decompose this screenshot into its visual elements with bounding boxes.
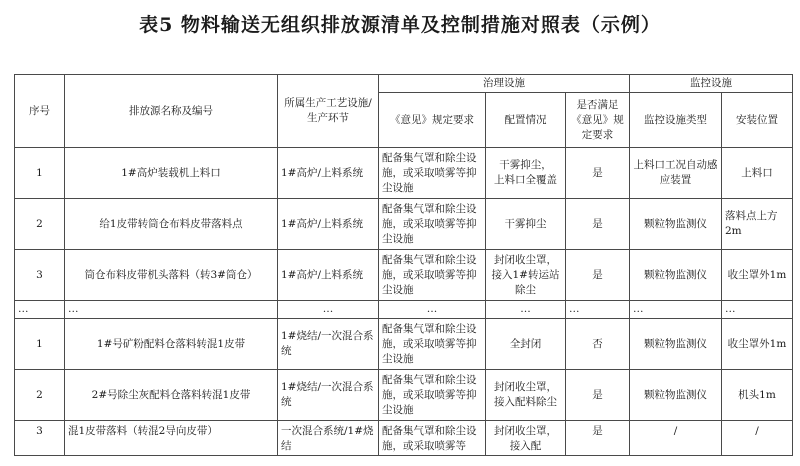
cell-requirement: 配备集气罩和除尘设施，或采取喷雾等抑尘设施: [379, 250, 486, 301]
cell-source: 给1皮带转筒仓布料皮带落料点: [65, 199, 278, 250]
header-treatment-group: 治理设施: [379, 75, 630, 93]
table-row: [15, 319, 793, 370]
cell-seq: 3: [15, 421, 65, 456]
header-satisfy: 是否满足《意见》规定要求: [566, 93, 630, 148]
cell-install-pos: 落料点上方2m: [722, 199, 793, 250]
cell-config: 全封闭: [486, 319, 566, 370]
cell-config: 封闭收尘罩，接入配: [486, 421, 566, 456]
emission-source-table: [14, 74, 793, 456]
cell-satisfy: 否: [566, 319, 630, 370]
cell-config: …: [486, 301, 566, 319]
cell-process: …: [278, 301, 379, 319]
header-install-pos: 安装位置: [722, 93, 793, 148]
cell-seq: 2: [15, 370, 65, 421]
table-row: [15, 250, 793, 301]
cell-monitor-type: 颗粒物监测仪: [630, 319, 722, 370]
cell-process: 1#高炉/上料系统: [278, 148, 379, 199]
cell-config: 封闭收尘罩，接入1#转运站除尘: [486, 250, 566, 301]
cell-requirement: 配备集气罩和除尘设施，或采取喷雾等抑尘设施: [379, 199, 486, 250]
cell-source: …: [65, 301, 278, 319]
cell-process: 1#烧结/一次混合系统: [278, 319, 379, 370]
table-title: 表5 物料输送无组织排放源清单及控制措施对照表（示例）: [139, 14, 661, 36]
cell-install-pos: …: [722, 301, 793, 319]
cell-monitor-type: 颗粒物监测仪: [630, 250, 722, 301]
cell-source: 筒仓布料皮带机头落料（转3#筒仓）: [65, 250, 278, 301]
cell-process: 1#高炉/上料系统: [278, 250, 379, 301]
cell-install-pos: 收尘罩外1m: [722, 250, 793, 301]
header-source: 排放源名称及编号: [65, 75, 278, 148]
header-monitor-group: 监控设施: [630, 75, 793, 93]
cell-process: 1#高炉/上料系统: [278, 199, 379, 250]
table-row: [15, 370, 793, 421]
cell-source: 混1皮带落料（转混2导向皮带）: [65, 421, 278, 456]
cell-config: 干雾抑尘: [486, 199, 566, 250]
cell-source: 2#号除尘灰配料仓落料转混1皮带: [65, 370, 278, 421]
cell-satisfy: 是: [566, 148, 630, 199]
table-row-ellipsis: [15, 301, 793, 319]
table-row: [15, 421, 793, 456]
cell-process: 一次混合系统/1#烧结: [278, 421, 379, 456]
cell-process: 1#烧结/一次混合系统: [278, 370, 379, 421]
cell-source: 1#号矿粉配料仓落料转混1皮带: [65, 319, 278, 370]
cell-requirement: 配备集气罩和除尘设施，或采取喷雾等抑尘设施: [379, 319, 486, 370]
cell-requirement: 配备集气罩和除尘设施，或采取喷雾等抑尘设施: [379, 370, 486, 421]
cell-satisfy: 是: [566, 250, 630, 301]
cell-install-pos: 收尘罩外1m: [722, 319, 793, 370]
cell-install-pos: 上料口: [722, 148, 793, 199]
cell-requirement: 配备集气罩和除尘设施，或采取喷雾等抑尘设施: [379, 148, 486, 199]
cell-seq: 3: [15, 250, 65, 301]
header-process: 所属生产工艺设施/生产环节: [278, 75, 379, 148]
cell-satisfy: 是: [566, 421, 630, 456]
cell-monitor-type: 上料口工况自动感应装置: [630, 148, 722, 199]
cell-satisfy: 是: [566, 199, 630, 250]
cell-seq: 1: [15, 148, 65, 199]
cell-monitor-type: 颗粒物监测仪: [630, 370, 722, 421]
header-monitor-type: 监控设施类型: [630, 93, 722, 148]
cell-seq: 2: [15, 199, 65, 250]
cell-requirement: …: [379, 301, 486, 319]
cell-install-pos: 机头1m: [722, 370, 793, 421]
cell-seq: 1: [15, 319, 65, 370]
cell-config: 干雾抑尘， 上料口全覆盖: [486, 148, 566, 199]
table-row: [15, 148, 793, 199]
header-requirement: 《意见》规定要求: [379, 93, 486, 148]
cell-monitor-type: 颗粒物监测仪: [630, 199, 722, 250]
header-seq: 序号: [15, 75, 65, 148]
cell-seq: …: [15, 301, 65, 319]
cell-satisfy: …: [566, 301, 630, 319]
table-row: [15, 199, 793, 250]
cell-config: 封闭收尘罩，接入配料除尘: [486, 370, 566, 421]
cell-source: 1#高炉装载机上料口: [65, 148, 278, 199]
header-config: 配置情况: [486, 93, 566, 148]
cell-monitor-type: …: [630, 301, 722, 319]
cell-requirement: 配备集气罩和除尘设施，或采取喷雾等: [379, 421, 486, 456]
cell-monitor-type: /: [630, 421, 722, 456]
cell-satisfy: 是: [566, 370, 630, 421]
cell-install-pos: /: [722, 421, 793, 456]
